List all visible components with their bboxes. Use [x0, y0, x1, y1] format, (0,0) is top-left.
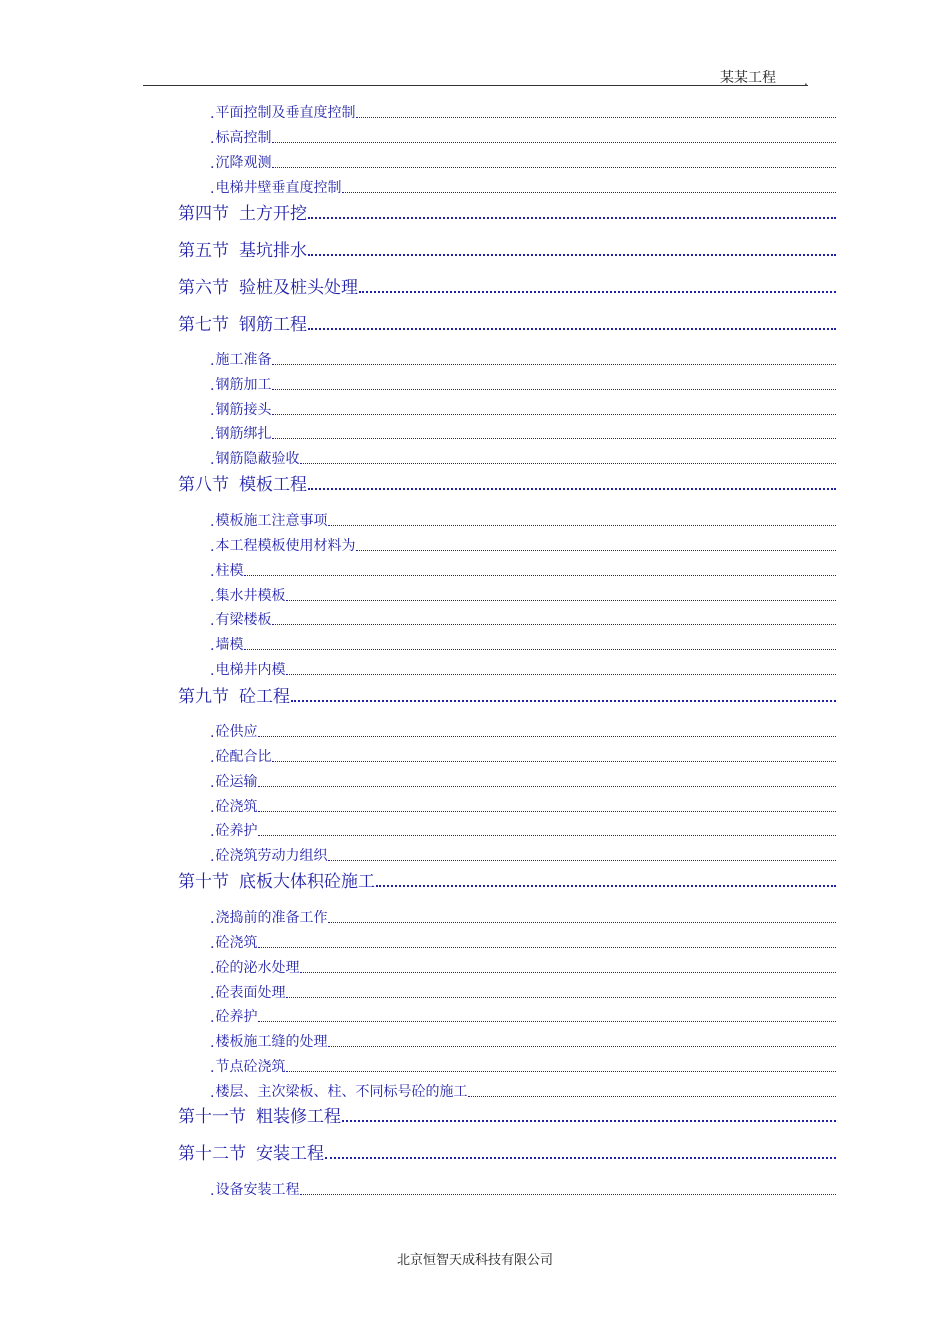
toc-subsection-row[interactable]	[210, 905, 836, 927]
toc-entry-title: 标高控制	[215, 130, 272, 146]
toc-prefix: .	[210, 961, 215, 977]
toc-dot-leader	[272, 167, 836, 168]
toc-subsection-row[interactable]	[210, 843, 836, 865]
toc-dot-leader	[325, 1157, 836, 1159]
toc-subsection-row[interactable]	[210, 744, 836, 766]
toc-section-number: 第九节	[178, 687, 229, 707]
toc-entry-title: 楼板施工缝的处理	[215, 1034, 328, 1050]
toc-entry-title: 钢筋绑扎	[215, 426, 272, 442]
toc-section-number: 第七节	[178, 315, 229, 335]
toc-dot-leader	[258, 1021, 836, 1022]
toc-dot-leader	[272, 414, 836, 415]
toc-entry-title: 模板工程	[239, 475, 307, 495]
toc-prefix: .	[210, 638, 215, 654]
toc-prefix: .	[210, 849, 215, 865]
toc-subsection-row[interactable]	[210, 583, 836, 605]
toc-dot-leader	[356, 117, 836, 118]
toc-section-number: 第十二节	[178, 1144, 246, 1164]
toc-subsection-row[interactable]	[210, 955, 836, 977]
toc-dot-leader	[342, 192, 836, 193]
toc-subsection-row[interactable]	[210, 930, 836, 952]
toc-section-number: 第十一节	[178, 1107, 246, 1127]
toc-dot-leader	[272, 142, 836, 143]
toc-entry-title: 钢筋工程	[239, 315, 307, 335]
toc-section-row[interactable]	[178, 1101, 836, 1127]
toc-dot-leader	[286, 674, 836, 675]
toc-entry-title: 钢筋加工	[215, 377, 272, 393]
toc-dot-leader	[244, 575, 836, 576]
toc-prefix: .	[210, 1035, 215, 1051]
toc-subsection-row[interactable]	[210, 421, 836, 443]
toc-dot-leader	[342, 1120, 836, 1122]
toc-dot-leader	[258, 786, 836, 787]
toc-entry-title: 砼浇筑	[215, 935, 258, 951]
toc-dot-leader	[328, 922, 836, 923]
toc-dot-leader	[272, 438, 836, 439]
toc-entry-title: 粗装修工程	[256, 1107, 341, 1127]
toc-section-number: 第六节	[178, 278, 229, 298]
toc-prefix: .	[210, 824, 215, 840]
toc-prefix: .	[210, 564, 215, 580]
toc-dot-leader	[308, 328, 836, 330]
toc-entry-title: 楼层、主次梁板、柱、不同标号砼的施工	[215, 1084, 468, 1100]
toc-dot-leader	[258, 835, 836, 836]
footer-company: 北京恒智天成科技有限公司	[396, 1253, 553, 1268]
toc-dot-leader	[244, 649, 836, 650]
toc-section-number: 第五节	[178, 241, 229, 261]
toc-entry-title: 砼供应	[215, 724, 258, 740]
toc-prefix: .	[210, 539, 215, 555]
toc-entry-title: 砼表面处理	[215, 985, 286, 1001]
toc-prefix: .	[210, 1183, 215, 1199]
toc-subsection-row[interactable]	[210, 372, 836, 394]
toc-entry-title: 集水井模板	[215, 588, 286, 604]
toc-section-row[interactable]	[178, 198, 836, 224]
toc-dot-leader	[286, 997, 836, 998]
toc-section-number: 第十节	[178, 872, 229, 892]
toc-entry-title: 砼浇筑	[215, 799, 258, 815]
toc-dot-leader	[272, 364, 836, 365]
toc-entry-title: 有梁楼板	[215, 612, 272, 628]
toc-entry-title: 砼运输	[215, 774, 258, 790]
toc-subsection-row[interactable]	[210, 818, 836, 840]
toc-prefix: .	[210, 131, 215, 147]
toc-entry-title: 浇捣前的准备工作	[215, 910, 328, 926]
toc-prefix: .	[210, 427, 215, 443]
toc-subsection-row[interactable]	[210, 1177, 836, 1199]
toc-entry-title: 模板施工注意事项	[215, 513, 328, 529]
toc-entry-title: 电梯井内模	[215, 662, 286, 678]
toc-entry-title: 砼浇筑劳动力组织	[215, 848, 328, 864]
toc-entry-title: 砼配合比	[215, 749, 272, 765]
toc-entry-title: 砼养护	[215, 823, 258, 839]
toc-prefix: .	[210, 589, 215, 605]
toc-section-row[interactable]	[178, 235, 836, 261]
toc-subsection-row[interactable]	[210, 150, 836, 172]
toc-subsection-row[interactable]	[210, 794, 836, 816]
toc-prefix: .	[210, 936, 215, 952]
toc-prefix: .	[210, 613, 215, 629]
toc-entry-title: 施工准备	[215, 352, 272, 368]
toc-prefix: .	[210, 800, 215, 816]
toc-entry-title: 节点砼浇筑	[215, 1059, 286, 1075]
toc-entry-title: 沉降观测	[215, 155, 272, 171]
toc-dot-leader	[258, 736, 836, 737]
toc-dot-leader	[328, 860, 836, 861]
toc-dot-leader	[328, 1046, 836, 1047]
toc-entry-title: 砼的泌水处理	[215, 960, 300, 976]
toc-entry-title: 砼工程	[239, 687, 290, 707]
header-dot: .	[804, 74, 808, 88]
toc-subsection-row[interactable]	[210, 175, 836, 197]
toc-section-row[interactable]	[178, 866, 836, 892]
toc-subsection-row[interactable]	[210, 397, 836, 419]
toc-prefix: .	[210, 1085, 215, 1101]
toc-dot-leader	[308, 217, 836, 219]
toc-section-row[interactable]	[178, 309, 836, 335]
toc-subsection-row[interactable]	[210, 446, 836, 468]
toc-prefix: .	[210, 403, 215, 419]
toc-entry-title: 钢筋接头	[215, 402, 272, 418]
toc-dot-leader	[272, 389, 836, 390]
toc-prefix: .	[210, 1010, 215, 1026]
toc-prefix: .	[210, 725, 215, 741]
toc-section-row[interactable]	[178, 681, 836, 707]
toc-prefix: .	[210, 106, 215, 122]
toc-dot-leader	[300, 463, 836, 464]
toc-dot-leader	[359, 291, 836, 293]
toc-dot-leader	[300, 972, 836, 973]
toc-subsection-row[interactable]	[210, 347, 836, 369]
toc-dot-leader	[300, 1194, 836, 1195]
toc-entry-title: 验桩及桩头处理	[239, 278, 358, 298]
toc-subsection-row[interactable]	[210, 1054, 836, 1076]
toc-prefix: .	[210, 775, 215, 791]
toc-entry-title: 平面控制及垂直度控制	[215, 105, 356, 121]
toc-subsection-row[interactable]	[210, 558, 836, 580]
toc-subsection-row[interactable]	[210, 980, 836, 1002]
toc-entry-title: 钢筋隐蔽验收	[215, 451, 300, 467]
toc-dot-leader	[376, 885, 836, 887]
toc-subsection-row[interactable]	[210, 533, 836, 555]
toc-section-number: 第四节	[178, 204, 229, 224]
toc-entry-title: 设备安装工程	[215, 1182, 300, 1198]
toc-subsection-row[interactable]	[210, 607, 836, 629]
toc-prefix: .	[210, 1060, 215, 1076]
toc-dot-leader	[356, 550, 836, 551]
toc-entry-title: 墙模	[215, 637, 244, 653]
toc-subsection-row[interactable]	[210, 1079, 836, 1101]
toc-subsection-row[interactable]	[210, 100, 836, 122]
toc-dot-leader	[308, 254, 836, 256]
toc-subsection-row[interactable]	[210, 1004, 836, 1026]
toc-subsection-row[interactable]	[210, 769, 836, 791]
toc-entry-title: 安装工程	[256, 1144, 324, 1164]
toc-entry-title: 砼养护	[215, 1009, 258, 1025]
toc-dot-leader	[258, 947, 836, 948]
toc-dot-leader	[291, 700, 836, 702]
toc-section-row[interactable]	[178, 469, 836, 495]
toc-entry-title: 柱模	[215, 563, 244, 579]
toc-entry-title: 土方开挖	[239, 204, 307, 224]
toc-subsection-row[interactable]	[210, 508, 836, 530]
toc-dot-leader	[308, 488, 836, 490]
toc-dot-leader	[328, 525, 836, 526]
toc-entry-title: 基坑排水	[239, 241, 307, 261]
toc-subsection-row[interactable]	[210, 657, 836, 679]
toc-prefix: .	[210, 353, 215, 369]
toc-dot-leader	[272, 624, 836, 625]
toc-prefix: .	[210, 514, 215, 530]
toc-entry-title: 本工程模板使用材料为	[215, 538, 356, 554]
toc-dot-leader	[468, 1096, 836, 1097]
toc-section-number: 第八节	[178, 475, 229, 495]
toc-subsection-row[interactable]	[210, 1029, 836, 1051]
toc-prefix: .	[210, 663, 215, 679]
toc-prefix: .	[210, 911, 215, 927]
toc-prefix: .	[210, 156, 215, 172]
toc-entry-title: 底板大体积砼施工	[239, 872, 375, 892]
toc-prefix: .	[210, 452, 215, 468]
toc-prefix: .	[210, 181, 215, 197]
toc-entry-title: 电梯井壁垂直度控制	[215, 180, 342, 196]
toc-subsection-row[interactable]	[210, 125, 836, 147]
toc-prefix: .	[210, 986, 215, 1002]
toc-subsection-row[interactable]	[210, 719, 836, 741]
header-rule	[143, 85, 808, 86]
toc-dot-leader	[286, 1071, 836, 1072]
toc-dot-leader	[272, 761, 836, 762]
toc-prefix: .	[210, 378, 215, 394]
toc-section-row[interactable]	[178, 272, 836, 298]
toc-dot-leader	[286, 600, 836, 601]
toc-prefix: .	[210, 750, 215, 766]
toc-dot-leader	[258, 811, 836, 812]
toc-subsection-row[interactable]	[210, 632, 836, 654]
toc-section-row[interactable]	[178, 1138, 836, 1164]
header-title: 某某工程	[720, 70, 776, 86]
